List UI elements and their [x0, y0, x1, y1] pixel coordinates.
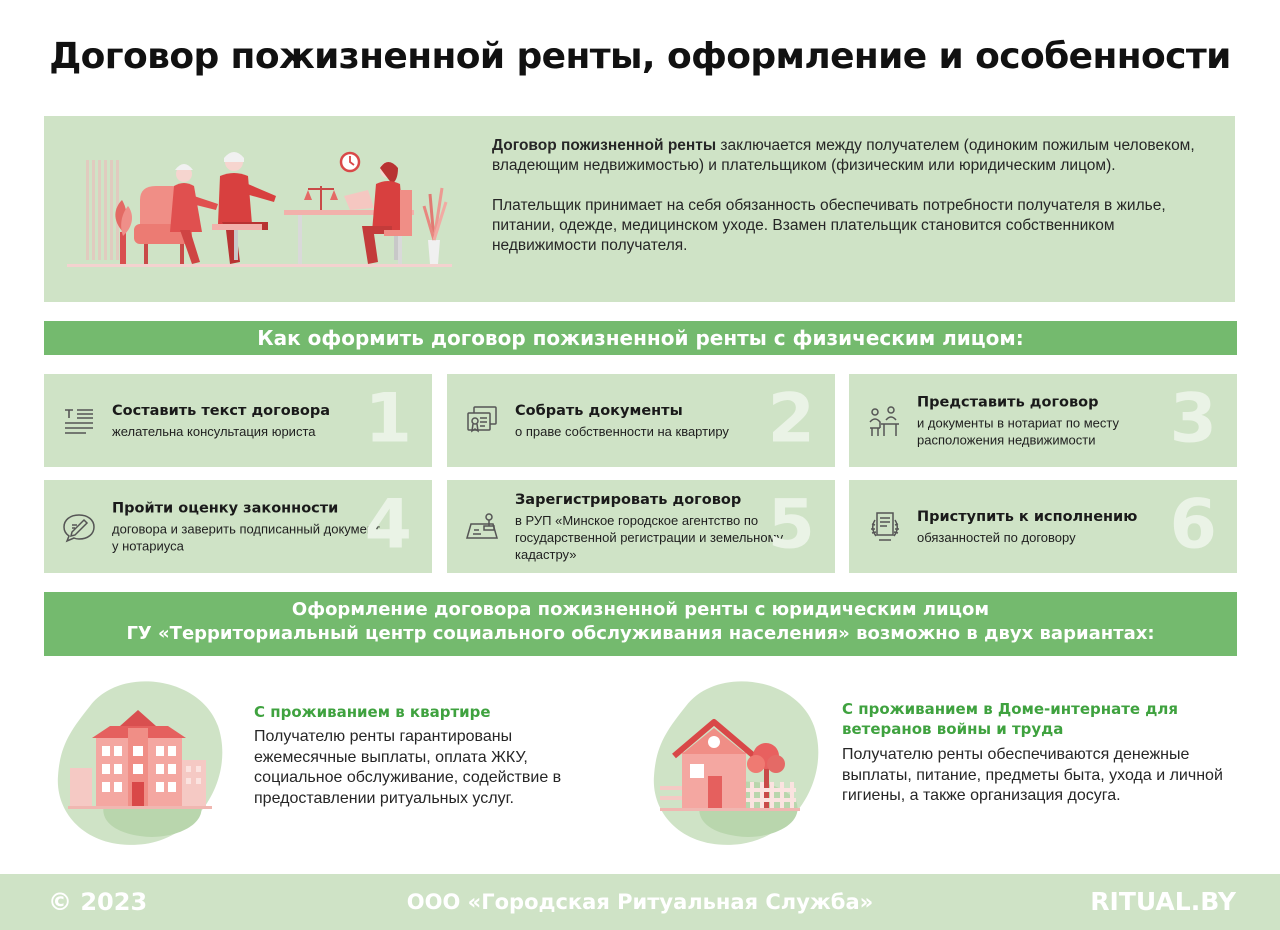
- option1-text: Получателю ренты гарантированы ежемесячные выплаты, оплата ЖКУ, социальное обслуживание, содействие в предоставлении ритуальных услуг.: [254, 728, 562, 807]
- intro-text: [492, 136, 1212, 276]
- section2-heading-line2: ГУ «Территориальный центр социального обслуживания населения» возможно в двух вариантах:: [126, 623, 1155, 644]
- footer-company: ООО «Городская Ритуальная Служба»: [406, 890, 874, 914]
- footer-site-link[interactable]: RITUAL.BY: [1090, 887, 1236, 916]
- section2-heading: [44, 592, 1237, 656]
- step-1-number: 1: [364, 379, 412, 459]
- step-2-desc: о праве собственности на квартиру: [515, 423, 729, 439]
- notary-meeting-illustration: [62, 140, 462, 280]
- speech-pen-icon: [62, 510, 96, 544]
- notary-office-icon: [867, 404, 901, 438]
- step-4: [44, 480, 432, 573]
- step-5-desc: в РУП «Минское городское агентство по государственной регистрации и земельному кадастру»: [515, 512, 784, 562]
- option2-title: С проживанием в Доме-интернате для ветеранов войны и труда: [842, 700, 1179, 738]
- step-2-title: Собрать документы: [515, 402, 683, 419]
- step-3-title: Представить договор: [917, 394, 1099, 410]
- step-5-number: 5: [767, 485, 815, 565]
- step-4-desc: договора и заверить подписанный документ у нотариуса: [112, 521, 380, 553]
- step-2: [447, 374, 835, 467]
- step-6: [849, 480, 1237, 573]
- footer-copyright: © 2023: [48, 888, 148, 916]
- step-1: [44, 374, 432, 467]
- intro-p2: Плательщик принимает на себя обязанность обеспечивать потребности получателя в жилье, питании, одежде, медицинском уходе. Взамен плательщик становится собственником недвижимости получателя.: [492, 197, 1166, 254]
- step-6-title: Приступить к исполнению: [917, 508, 1138, 525]
- stamp-icon: [465, 510, 499, 544]
- intro-bold-term: Договор пожизненной ренты: [492, 137, 717, 154]
- step-3: [849, 374, 1237, 467]
- step-4-number: 4: [364, 485, 412, 565]
- option1-title: С проживанием в квартире: [254, 703, 491, 721]
- step-5-title: Зарегистрировать договор: [515, 491, 742, 508]
- section2-heading-line1: Оформление договора пожизненной ренты с юридическим лицом: [291, 599, 990, 620]
- intro-p1: заключается между получателем (одиноким пожилым человеком, владеющим недвижимостью) и плательщиком (физическим или юридическим лицом).: [492, 137, 1195, 174]
- step-5: [447, 480, 835, 573]
- house-tree-icon: [646, 676, 826, 848]
- step-3-desc: и документы в нотариат по месту расположения недвижимости: [917, 415, 1119, 447]
- page-title: Договор пожизненной ренты, оформление и особенности: [49, 36, 1231, 77]
- text-document-icon: [62, 404, 96, 438]
- section1-heading: Как оформить договор пожизненной ренты с физическим лицом:: [44, 321, 1237, 355]
- apartment-building-icon: [50, 676, 230, 848]
- step-1-title: Составить текст договора: [112, 402, 330, 419]
- step-1-desc: желательна консультация юриста: [112, 423, 316, 439]
- documents-certificate-icon: [465, 404, 499, 438]
- step-4-title: Пройти оценку законности: [112, 500, 339, 516]
- certificate-laurel-icon: [867, 510, 901, 544]
- step-2-number: 2: [767, 379, 815, 459]
- step-3-number: 3: [1169, 379, 1217, 459]
- option2-text: Получателю ренты обеспечиваются денежные выплаты, питание, предметы быта, ухода и личной гигиены, а также организация досуга.: [842, 746, 1223, 804]
- step-6-desc: обязанностей по договору: [917, 529, 1076, 545]
- step-6-number: 6: [1169, 485, 1217, 565]
